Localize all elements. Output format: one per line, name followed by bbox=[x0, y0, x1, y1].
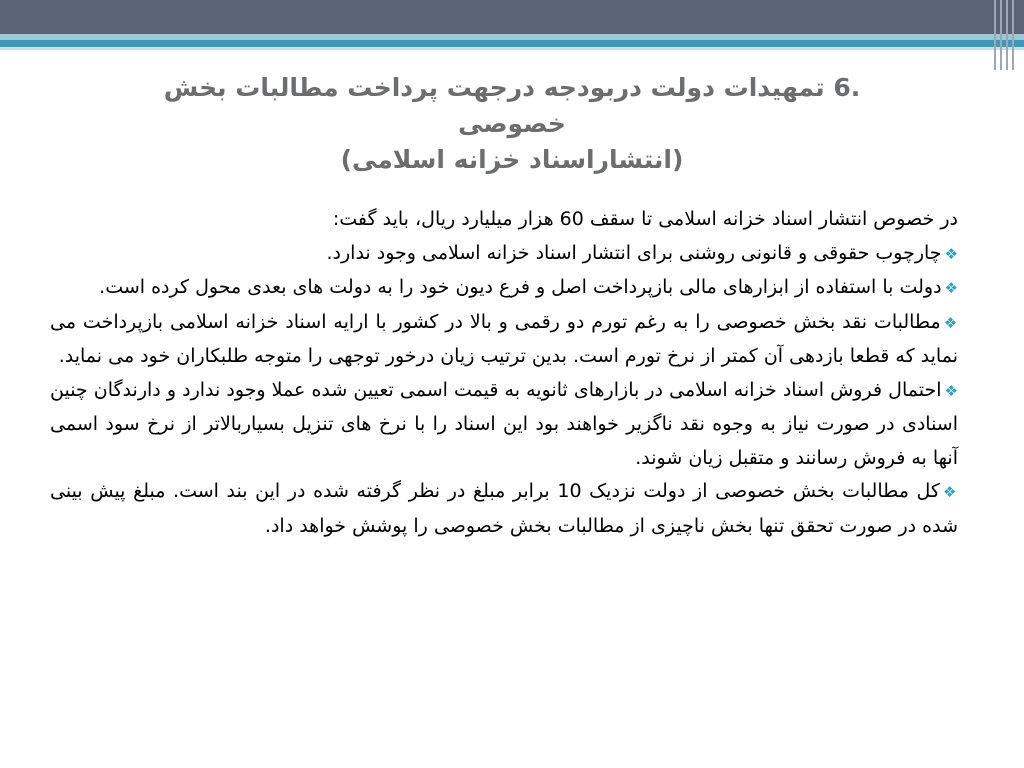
diamond-bullet-icon: ❖ bbox=[944, 279, 958, 297]
diamond-bullet-icon: ❖ bbox=[944, 244, 958, 263]
diamond-bullet-icon: ❖ bbox=[944, 381, 958, 400]
diamond-bullet-icon: ❖ bbox=[943, 313, 958, 332]
bullet-text: احتمال فروش اسناد خزانه اسلامی در بازارهای ثانویه به قیمت اسمی تعیین شده عملا وجود ندارد و دارندگان چنین اسنادی در صورت نیاز به وجوه نقد ناگزیر خواهند بود این اسناد را با نرخ های تنزیل بسیاربالاتر از نرخ سود اسمی آنها به فروش رسانند و متقبل زیان شوند. bbox=[50, 378, 958, 469]
slide-title bbox=[120, 70, 904, 178]
header-stripe-blue bbox=[0, 40, 1024, 47]
bullet-item bbox=[50, 475, 958, 543]
slide-body bbox=[50, 203, 958, 543]
bullet-text: کل مطالبات بخش خصوصی از دولت نزدیک 10 برابر مبلغ در نظر گرفته شده در این بند است. مبلغ پیش بینی شده در صورت تحقق تنها بخش ناچیزی از مطالبات بخش خصوصی را پوشش خواهد داد. bbox=[50, 480, 958, 537]
slide-title-line-1: .6 تمهیدات دولت دربودجه درجهت پرداخت مطالبات بخش خصوصی bbox=[163, 73, 861, 138]
bullet-item bbox=[50, 306, 958, 374]
bullet-item bbox=[50, 237, 958, 272]
slide-title-line-2: (انتشاراسناد خزانه اسلامی) bbox=[340, 145, 684, 174]
decorative-vertical-lines bbox=[988, 0, 1024, 70]
bullet-item bbox=[50, 374, 958, 476]
bullet-text: مطالبات نقد بخش خصوصی را به رغم تورم دو رقمی و بالا در کشور با ارایه اسناد خزانه اسلامی بازپرداخت می نماید که قطعا بازدهی آن کمتر از نرخ تورم است. بدین ترتیب زیان درخور توجهی را متوجه طلبکاران خود می نماید. bbox=[50, 310, 958, 367]
bullet-text: دولت با استفاده از ابزارهای مالی بازپرداخت اصل و فرع دیون خود را به دولت های بعدی محول کرده است. bbox=[99, 276, 942, 298]
header-stripe-pale bbox=[0, 47, 1024, 50]
diamond-bullet-icon: ❖ bbox=[942, 483, 959, 501]
intro-paragraph: در خصوص انتشار اسناد خزانه اسلامی تا سقف 60 هزار میلیارد ریال، باید گفت: bbox=[332, 208, 958, 230]
bullet-text: چارچوب حقوقی و قانونی روشنی برای انتشار اسناد خزانه اسلامی وجود ندارد. bbox=[326, 241, 942, 264]
header-bar bbox=[0, 0, 1024, 34]
bullet-item bbox=[50, 271, 958, 306]
